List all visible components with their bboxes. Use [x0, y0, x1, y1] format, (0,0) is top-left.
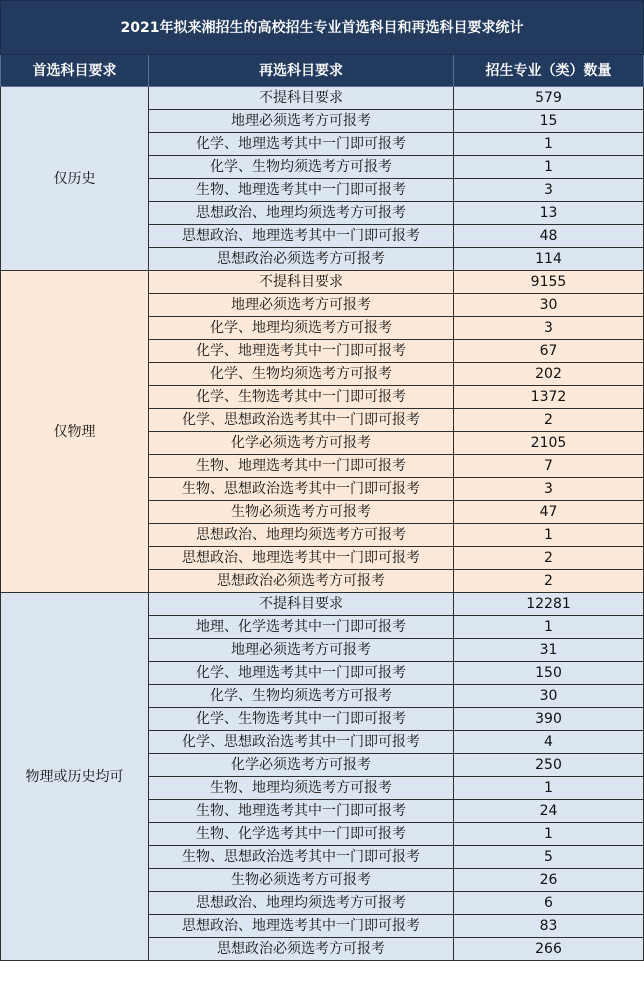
count-cell: 13 [454, 202, 644, 225]
header-row [1, 55, 644, 87]
requirement-cell: 化学、思想政治选考其中一门即可报考 [149, 409, 454, 432]
requirement-cell: 思想政治必须选考方可报考 [149, 570, 454, 593]
requirement-cell: 化学、地理均须选考方可报考 [149, 317, 454, 340]
count-cell: 24 [454, 800, 644, 823]
requirement-cell: 地理、化学选考其中一门即可报考 [149, 616, 454, 639]
count-cell: 1 [454, 133, 644, 156]
requirement-cell: 生物、地理选考其中一门即可报考 [149, 179, 454, 202]
requirement-cell: 化学、生物选考其中一门即可报考 [149, 386, 454, 409]
count-cell: 31 [454, 639, 644, 662]
count-cell: 4 [454, 731, 644, 754]
requirement-cell: 生物、地理选考其中一门即可报考 [149, 800, 454, 823]
requirement-cell: 地理必须选考方可报考 [149, 639, 454, 662]
count-cell: 6 [454, 892, 644, 915]
count-cell: 12281 [454, 593, 644, 616]
requirement-cell: 不提科目要求 [149, 87, 454, 110]
count-cell: 5 [454, 846, 644, 869]
requirement-cell: 不提科目要求 [149, 271, 454, 294]
count-cell: 30 [454, 685, 644, 708]
count-cell: 1 [454, 616, 644, 639]
requirement-cell: 思想政治、地理选考其中一门即可报考 [149, 915, 454, 938]
count-cell: 1 [454, 823, 644, 846]
count-cell: 1 [454, 524, 644, 547]
count-cell: 83 [454, 915, 644, 938]
requirement-cell: 生物、化学选考其中一门即可报考 [149, 823, 454, 846]
count-cell: 390 [454, 708, 644, 731]
first-choice-group-label: 仅物理 [1, 271, 149, 593]
count-cell: 15 [454, 110, 644, 133]
group-section [1, 271, 644, 593]
count-cell: 26 [454, 869, 644, 892]
requirement-cell: 生物必须选考方可报考 [149, 869, 454, 892]
count-cell: 1372 [454, 386, 644, 409]
requirement-cell: 化学、生物均须选考方可报考 [149, 685, 454, 708]
count-cell: 47 [454, 501, 644, 524]
requirement-cell: 生物、思想政治选考其中一门即可报考 [149, 846, 454, 869]
count-cell: 2 [454, 409, 644, 432]
count-cell: 3 [454, 317, 644, 340]
count-cell: 202 [454, 363, 644, 386]
count-cell: 48 [454, 225, 644, 248]
requirement-cell: 化学、生物选考其中一门即可报考 [149, 708, 454, 731]
requirement-cell: 思想政治必须选考方可报考 [149, 938, 454, 961]
column-header-second-choice: 再选科目要求 [149, 55, 454, 87]
count-cell: 1 [454, 156, 644, 179]
requirement-cell: 生物、地理均须选考方可报考 [149, 777, 454, 800]
requirement-cell: 思想政治、地理选考其中一门即可报考 [149, 225, 454, 248]
count-cell: 67 [454, 340, 644, 363]
requirement-cell: 思想政治必须选考方可报考 [149, 248, 454, 271]
group-section [1, 87, 644, 271]
column-header-count: 招生专业（类）数量 [454, 55, 644, 87]
requirement-cell: 化学、地理选考其中一门即可报考 [149, 662, 454, 685]
requirement-cell: 化学、地理选考其中一门即可报考 [149, 340, 454, 363]
requirement-cell: 化学必须选考方可报考 [149, 754, 454, 777]
requirement-cell: 生物、思想政治选考其中一门即可报考 [149, 478, 454, 501]
requirement-cell: 化学、生物均须选考方可报考 [149, 156, 454, 179]
requirement-cell: 思想政治、地理均须选考方可报考 [149, 892, 454, 915]
table-row [1, 593, 644, 616]
count-cell: 579 [454, 87, 644, 110]
requirement-cell: 地理必须选考方可报考 [149, 294, 454, 317]
requirement-cell: 化学必须选考方可报考 [149, 432, 454, 455]
count-cell: 250 [454, 754, 644, 777]
count-cell: 2 [454, 570, 644, 593]
count-cell: 3 [454, 478, 644, 501]
count-cell: 114 [454, 248, 644, 271]
title-row [1, 1, 644, 55]
table-row [1, 271, 644, 294]
requirement-cell: 思想政治、地理均须选考方可报考 [149, 202, 454, 225]
group-section [1, 593, 644, 961]
requirement-cell: 化学、地理选考其中一门即可报考 [149, 133, 454, 156]
count-cell: 266 [454, 938, 644, 961]
count-cell: 150 [454, 662, 644, 685]
table-row [1, 87, 644, 110]
count-cell: 2 [454, 547, 644, 570]
first-choice-group-label: 仅历史 [1, 87, 149, 271]
requirement-cell: 思想政治、地理均须选考方可报考 [149, 524, 454, 547]
requirement-cell: 化学、思想政治选考其中一门即可报考 [149, 731, 454, 754]
requirement-cell: 生物、地理选考其中一门即可报考 [149, 455, 454, 478]
count-cell: 1 [454, 777, 644, 800]
requirement-cell: 思想政治、地理选考其中一门即可报考 [149, 547, 454, 570]
requirement-cell: 生物必须选考方可报考 [149, 501, 454, 524]
table-title: 2021年拟来湘招生的高校招生专业首选科目和再选科目要求统计 [1, 1, 644, 55]
requirement-cell: 地理必须选考方可报考 [149, 110, 454, 133]
count-cell: 2105 [454, 432, 644, 455]
first-choice-group-label: 物理或历史均可 [1, 593, 149, 961]
count-cell: 30 [454, 294, 644, 317]
requirement-cell: 化学、生物均须选考方可报考 [149, 363, 454, 386]
count-cell: 3 [454, 179, 644, 202]
count-cell: 9155 [454, 271, 644, 294]
column-header-first-choice: 首选科目要求 [1, 55, 149, 87]
requirement-cell: 不提科目要求 [149, 593, 454, 616]
count-cell: 7 [454, 455, 644, 478]
